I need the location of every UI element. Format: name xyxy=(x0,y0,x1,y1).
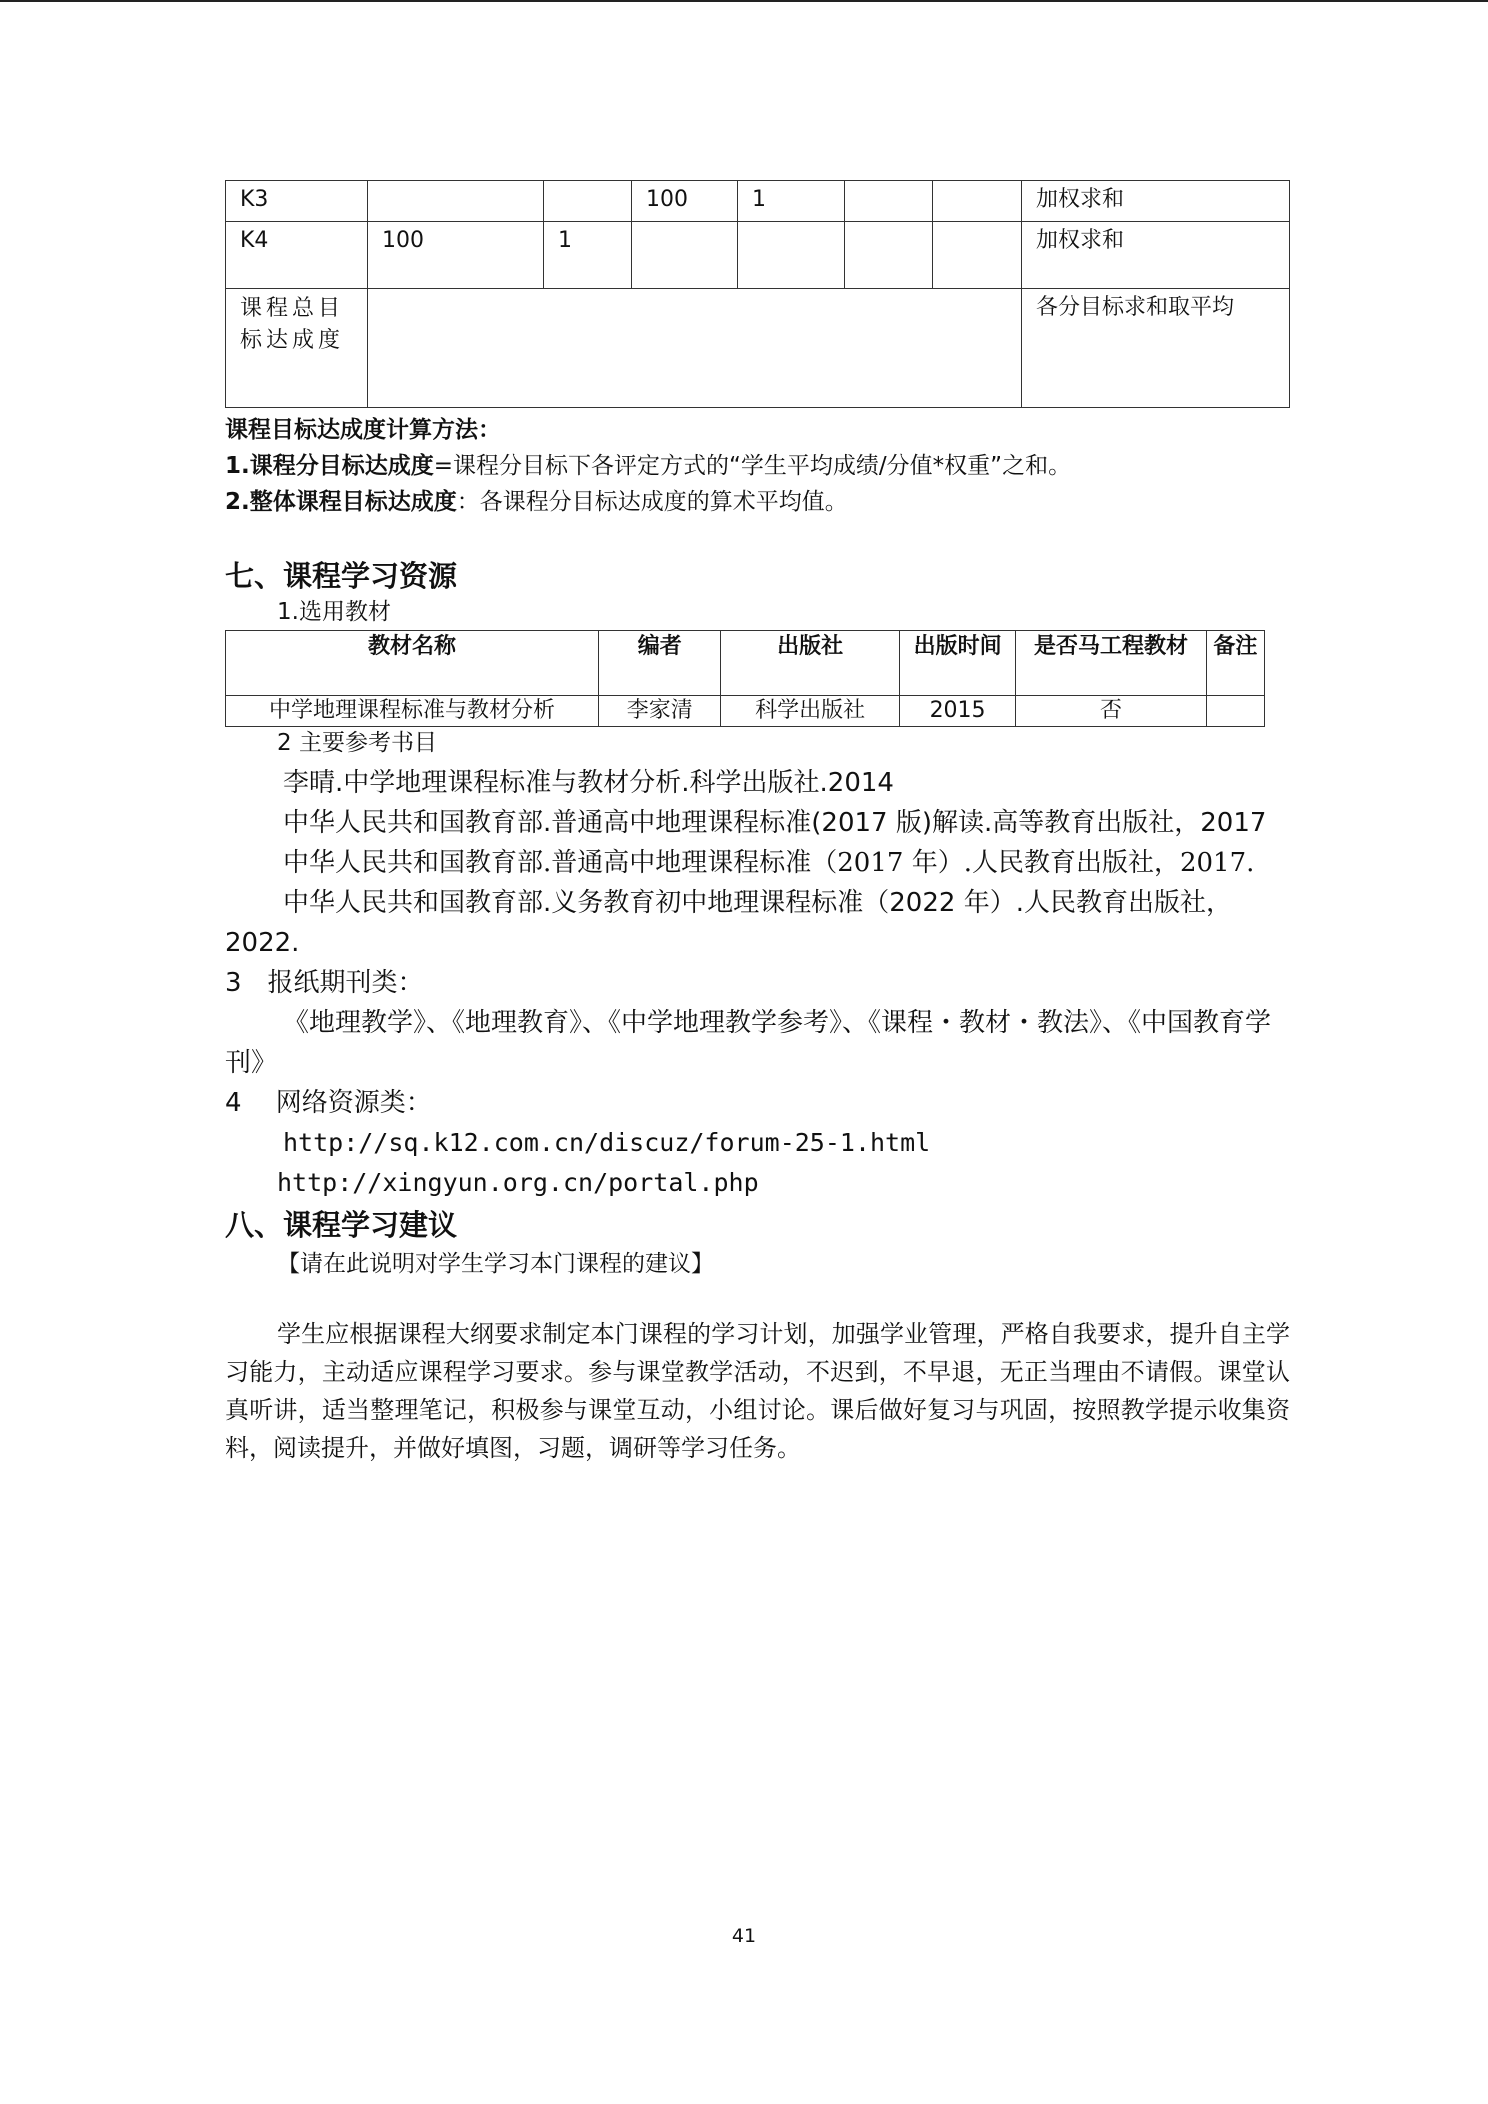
table-header: 教材名称 xyxy=(226,631,599,696)
reference-item: 中华人民共和国教育部.义务教育初中地理课程标准（2022 年）.人民教育出版社，2022. xyxy=(225,888,1232,958)
table-cell: 100 xyxy=(368,222,544,289)
table-cell: 100 xyxy=(632,181,738,222)
web-label: 4 网络资源类： xyxy=(225,1088,432,1118)
table-cell: 加权求和 xyxy=(1022,181,1290,222)
table-cell: 中学地理课程标准与教材分析 xyxy=(226,696,599,727)
calc-method xyxy=(225,412,1290,520)
table-header: 编者 xyxy=(599,631,721,696)
table-cell: 1 xyxy=(544,222,632,289)
section-7-title: 七、课程学习资源 xyxy=(225,559,458,593)
calc-method-item-2 xyxy=(225,484,1290,520)
table-cell xyxy=(1206,696,1264,727)
calc-method-title: 课程目标达成度计算方法： xyxy=(225,417,501,443)
advice-paragraph: 学生应根据课程大纲要求制定本门课程的学习计划，加强学业管理，严格自我要求，提升自主学习能力，主动适应课程学习要求。参与课堂教学活动，不迟到，不早退，无正当理由不请假。课堂认真听讲，适当整理笔记，积极参与课堂互动，小组讨论。课后做好复习与巩固，按照教学提示收集资料，阅读提升，并做好填图，习题，调研等学习任务。 xyxy=(225,1320,1290,1462)
table-cell xyxy=(845,181,933,222)
table-cell: K3 xyxy=(226,181,368,222)
total-method-cell: 各分目标求和取平均 xyxy=(1022,289,1290,408)
table-cell xyxy=(368,181,544,222)
table-header: 出版时间 xyxy=(899,631,1015,696)
page-top-border xyxy=(0,0,1488,2)
assessment-table xyxy=(225,180,1290,408)
table-cell xyxy=(933,222,1022,289)
table-header: 是否马工程教材 xyxy=(1016,631,1207,696)
advice-hint: 【请在此说明对学生学习本门课程的建议】 xyxy=(277,1251,714,1277)
table-row xyxy=(226,181,1290,222)
web-link[interactable]: http://xingyun.org.cn/portal.php xyxy=(277,1168,759,1197)
table-cell: 李家清 xyxy=(599,696,721,727)
table-cell xyxy=(632,222,738,289)
total-label-cell: 课程总目标达成度 xyxy=(226,289,368,408)
journals-list: 《地理教学》、《地理教育》、《中学地理教学参考》、《课程・教材・教法》、《中国教育学刊》 xyxy=(225,1008,1272,1078)
table-header-row xyxy=(226,631,1265,696)
table-cell xyxy=(738,222,845,289)
reference-item: 中华人民共和国教育部.普通高中地理课程标准(2017 版)解读.高等教育出版社，2017 xyxy=(283,808,1267,838)
table-header: 备注 xyxy=(1206,631,1264,696)
table-row xyxy=(226,696,1265,727)
table-header: 出版社 xyxy=(721,631,900,696)
table-row xyxy=(226,289,1290,408)
page-number: 41 xyxy=(731,1925,757,1947)
document-page xyxy=(225,180,1290,1467)
refs-label: 2 主要参考书目 xyxy=(277,730,437,756)
table-cell: 否 xyxy=(1016,696,1207,727)
table-cell: 科学出版社 xyxy=(721,696,900,727)
table-cell xyxy=(544,181,632,222)
table-cell xyxy=(845,222,933,289)
journals-label: 3 报纸期刊类： xyxy=(225,968,424,998)
reference-item: 中华人民共和国教育部.普通高中地理课程标准（2017 年）.人民教育出版社，2017. xyxy=(283,848,1255,878)
calc-method-item-1 xyxy=(225,448,1290,484)
web-link[interactable]: http://sq.k12.com.cn/discuz/forum-25-1.html xyxy=(283,1128,931,1157)
table-cell: 加权求和 xyxy=(1022,222,1290,289)
table-cell: 2015 xyxy=(899,696,1015,727)
table-cell xyxy=(933,181,1022,222)
calc-item-1-text: =课程分目标下各评定方式的“学生平均成绩/分值*权重”之和。 xyxy=(433,453,1072,479)
total-value-cell xyxy=(368,289,1022,408)
table-row xyxy=(226,222,1290,289)
reference-item: 李晴.中学地理课程标准与教材分析.科学出版社.2014 xyxy=(283,768,894,798)
calc-item-1-term: 1.课程分目标达成度 xyxy=(225,453,434,479)
calc-item-2-term: 2.整体课程目标达成度 xyxy=(225,489,457,515)
textbook-label: 1.选用教材 xyxy=(277,599,391,625)
table-cell: K4 xyxy=(226,222,368,289)
textbook-table xyxy=(225,630,1265,727)
calc-item-2-text: ：各课程分目标达成度的算术平均值。 xyxy=(456,489,848,515)
section-8-title: 八、课程学习建议 xyxy=(225,1208,458,1242)
table-cell: 1 xyxy=(738,181,845,222)
